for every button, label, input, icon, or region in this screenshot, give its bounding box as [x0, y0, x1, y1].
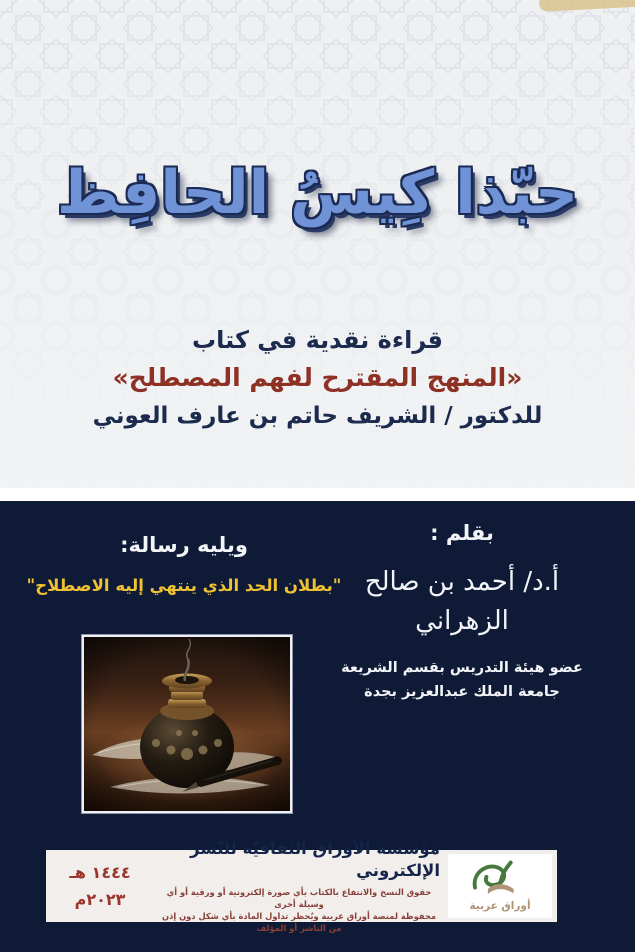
divider-strip — [0, 488, 635, 501]
copyright-line1: حقوق النسخ والانتفاع بالكتاب بأي صورة إلكترونية أو ورقية أو أي وسيلة أخرى — [166, 887, 432, 910]
publisher-info — [154, 838, 444, 934]
subtitle-line: قراءة نقدية في كتاب — [192, 326, 443, 354]
book-title: حبّذا كِيسُ الحافِظ — [56, 158, 579, 228]
treatise-title: "بطلان الحد الذي ينتهي إليه الاصطلاح" — [26, 575, 342, 595]
gregorian-year: ٢٠٢٣م — [74, 890, 126, 909]
author-name: أ.د/ أحمد بن صالح الزهراني — [364, 566, 560, 636]
publication-dates — [46, 850, 154, 922]
publisher-bar — [46, 838, 557, 934]
treatise-block — [14, 529, 354, 599]
byline-label: بقلم : — [430, 521, 494, 545]
subtitle-block — [0, 322, 635, 435]
copyright-line2: محفوظة لمنصة أوراق عربية ويُحظر تداول المادة بأي شكل دون إذن من الناشر أو المؤلف — [162, 911, 436, 934]
criticized-book-author: للدكتور / الشريف حاتم بن عارف العوني — [92, 402, 543, 429]
treatise-label: ويليه رسالة: — [120, 533, 248, 557]
logo-wordmark: أوراق عربية — [469, 900, 531, 913]
awraq-logo-icon — [467, 859, 533, 899]
copyright-notice — [158, 886, 440, 934]
bottom-section — [0, 501, 635, 952]
author-role-line2: جامعة الملك عبدالعزيز بجدة — [364, 683, 560, 700]
criticized-book-name: «المنهج المقترح لفهم المصطلح» — [112, 363, 523, 393]
publisher-name: مؤسسة الأوراق الثقافيّة للنّشر الإلكتروني — [190, 838, 440, 880]
hijri-year: ١٤٤٤ هـ — [69, 862, 131, 882]
inkwell-photo — [82, 635, 292, 813]
author-role-line1: عضو هيئة التدريس بقسم الشريعة — [341, 659, 583, 676]
byline-block — [317, 517, 607, 704]
publisher-logo — [448, 854, 552, 918]
